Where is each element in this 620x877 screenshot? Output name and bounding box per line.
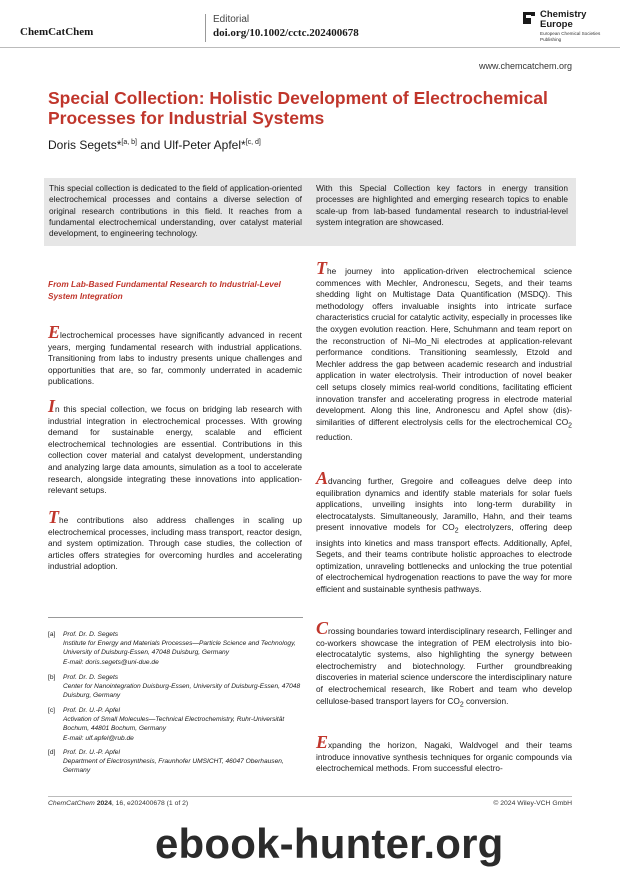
header-rule [0,47,620,48]
publisher-name: Chemistry Europe [540,9,587,30]
footnote-text: Prof. Dr. U.-P. Apfel Department of Electrosynthesis, Fraunhofer UMSICHT, 46047 Oberhausen, Germany [63,749,284,775]
journal-name: ChemCatChem [20,26,94,38]
publisher-subtitle: European Chemical Societies Publishing [540,31,601,42]
author-name[interactable]: Doris Segets* [48,138,122,152]
footnote-tag: [a] [48,631,56,638]
author-line [48,138,261,152]
drop-cap: E [316,732,329,752]
paragraph-text: reduction. [316,431,353,442]
body-paragraph [316,618,572,711]
paragraph-text: dvancing further, Gregoire and colleagues delve deep into equilibration dynamics and identify stable materials for solar fuels applications, unveiling insights into long-term durability in electrocatalysts. Simultaneously, Jaramillo, Hahn, and their teams present innovative models for CO [316,476,572,533]
body-paragraph [48,322,302,388]
affiliation-footnote [48,630,306,672]
affiliation-marker: [c, d] [245,139,261,146]
article-title: Special Collection: Holistic Development of Electrochemical Processes for Industrial Systems [48,88,548,128]
paragraph-text: n this special collection, we focus on bridging lab research with industrial integration in electrochemical processes. With growing demand for sustainable energy, scalable and efficient electrochemical technologies are essential. Contributions in this collection cover material and catalyst development, understanding and analyzing large data amounts, simulation as a tool to accelerate research, alongside integrating these innovations into application-relevant setups. [48,404,302,496]
footer-rule [48,796,572,797]
author-conjunction: and [136,138,164,152]
body-paragraph [316,732,572,775]
watermark-text: ebook-hunter.org [155,820,504,867]
paragraph-text: conversion. [463,695,509,706]
drop-cap: C [316,618,329,638]
affiliation-footnote [48,706,306,744]
body-paragraph [316,258,572,444]
body-paragraph [316,468,572,596]
footnote-tag: [b] [48,674,56,681]
citation-details: , 16, e202400678 (1 of 2) [111,800,189,807]
doi-link[interactable]: doi.org/10.1002/cctc.202400678 [213,27,359,39]
citation-journal: ChemCatChem [48,800,95,807]
footnote-text: Prof. Dr. U.-P. Apfel Activation of Small Molecules—Technical Electrochemistry, Ruhr-Universität Bochum, 44801 Bochum, Germany E-mail: ulf.apfel@rub.de [63,707,285,742]
drop-cap: T [316,258,327,278]
drop-cap: I [48,396,56,416]
footnote-text: Prof. Dr. D. Segets Institute for Energy and Materials Processes—Particle Science and Technology, University of Duisburg-Essen, 47048 Duisburg, Germany E-mail: doris.segets@uni-due.de [63,631,296,666]
citation-year: 2024 [94,800,112,807]
paragraph-text: xpanding the horizon, Nagaki, Waldvogel and their teams introduce innovative synthesis techniques for organic compounds via electrochemical methods. From successful electro- [316,740,572,774]
drop-cap: A [316,468,329,488]
footnote-tag: [d] [48,749,56,756]
footnote-tag: [c] [48,707,55,714]
drop-cap: E [48,322,61,342]
copyright: © 2024 Wiley-VCH GmbH [493,800,572,807]
chemistry-europe-logo-icon [522,10,536,26]
abstract-right: With this Special Collection key factors in energy transition processes are highlighted and emerging research topics to enable scale-up from lab-based fundamental research to industrial-level system integration are showcased. [316,183,568,227]
paragraph-text: he journey into application-driven electrochemical science commences with Mechler, Andronescu, Segets, and their teams shedding light on Multistage Data Quantification (MSDQ). This methodology offers invaluable insights into intricate surface characteristics crucial for catalytic activity, especially in processes like the oxygen evolution reaction. Here, Schuhmann and team report on the reconstruction of Ni–Mo_Ni electrodes at application-relevant performance conditions. Transitioning seamlessly, Etzold and Mechler address the gap between academic research and industrial application in water electrolysis. Their introduction of novel beaker cell setups closely mimics real-world conditions, facilitating efficient innovation transfer and accelerating progress in electrode material development. Along this line, Andronescu and Apfel show (dis)-similarities of different electrolysis cells for the electrochemical CO [316,266,572,427]
author-name[interactable]: Ulf-Peter Apfel* [163,138,246,152]
affiliation-footnote [48,748,306,778]
journal-website-link[interactable]: www.chemcatchem.org [478,61,572,71]
paragraph-text: lectrochemical processes have significantly advanced in recent years, merging fundamental research with industrial applications. Transitioning from labs to industry presents unique challenges and opportunities that are, so far, commonly underrated in academic publications. [48,330,302,387]
drop-cap: T [48,507,59,527]
subscript: 2 [459,701,464,709]
paragraph-text: rossing boundaries toward interdisciplinary research, Fellinger and co-workers showcase the integration of PEM electrolysis into bio-electrocatalytic systems, also highlighting the synergy between electrochemistry and biotechnology. Further groundbreaking discoveries in material science underscore the interdisciplinary nature of electrochemical research, like Robert and team who develop cellulose-based transport layers for CO [316,626,572,706]
body-paragraph [48,507,302,573]
subscript: 2 [454,528,459,536]
footnote-rule [48,617,303,618]
header-divider [205,14,206,42]
paragraph-text: he contributions also address challenges in scaling up electrochemical processes, including mass transport, reactor design, and system optimization. Through case studies, the collection of articles offers strategies for overcoming hurdles and accelerating industrial adoption. [48,515,302,572]
section-subheading: From Lab-Based Fundamental Research to Industrial-Level System Integration [48,279,281,301]
affiliation-footnote [48,673,306,703]
subscript: 2 [568,422,572,430]
body-paragraph [48,396,302,497]
abstract-left: This special collection is dedicated to the field of application-oriented electrochemical processes and contains a diverse selection of original research contributions in this field. It reaches from a fundamental electrochemical understanding, over catalyst material development, to engineering technology. [49,183,302,239]
footnote-text: Prof. Dr. D. Segets Center for Nanointegration Duisburg-Essen, University of Duisburg-Essen, 47048 Duisburg, Germany [63,674,301,700]
affiliation-marker: [a, b] [121,139,137,146]
citation-line [48,800,188,807]
paragraph-text: electrolyzers, offering deep insights into kinetics and mass transport effects. Additionally, Apfel, Segets, and their teams contribute holistic approaches to electrode optimization, unraveling bottlenecks and unlocking the true potential of electrochemical hydrogenation reactions to pave the way for more efficient and sustainable synthesis pathways. [316,522,572,594]
article-type-label: Editorial [213,14,250,25]
